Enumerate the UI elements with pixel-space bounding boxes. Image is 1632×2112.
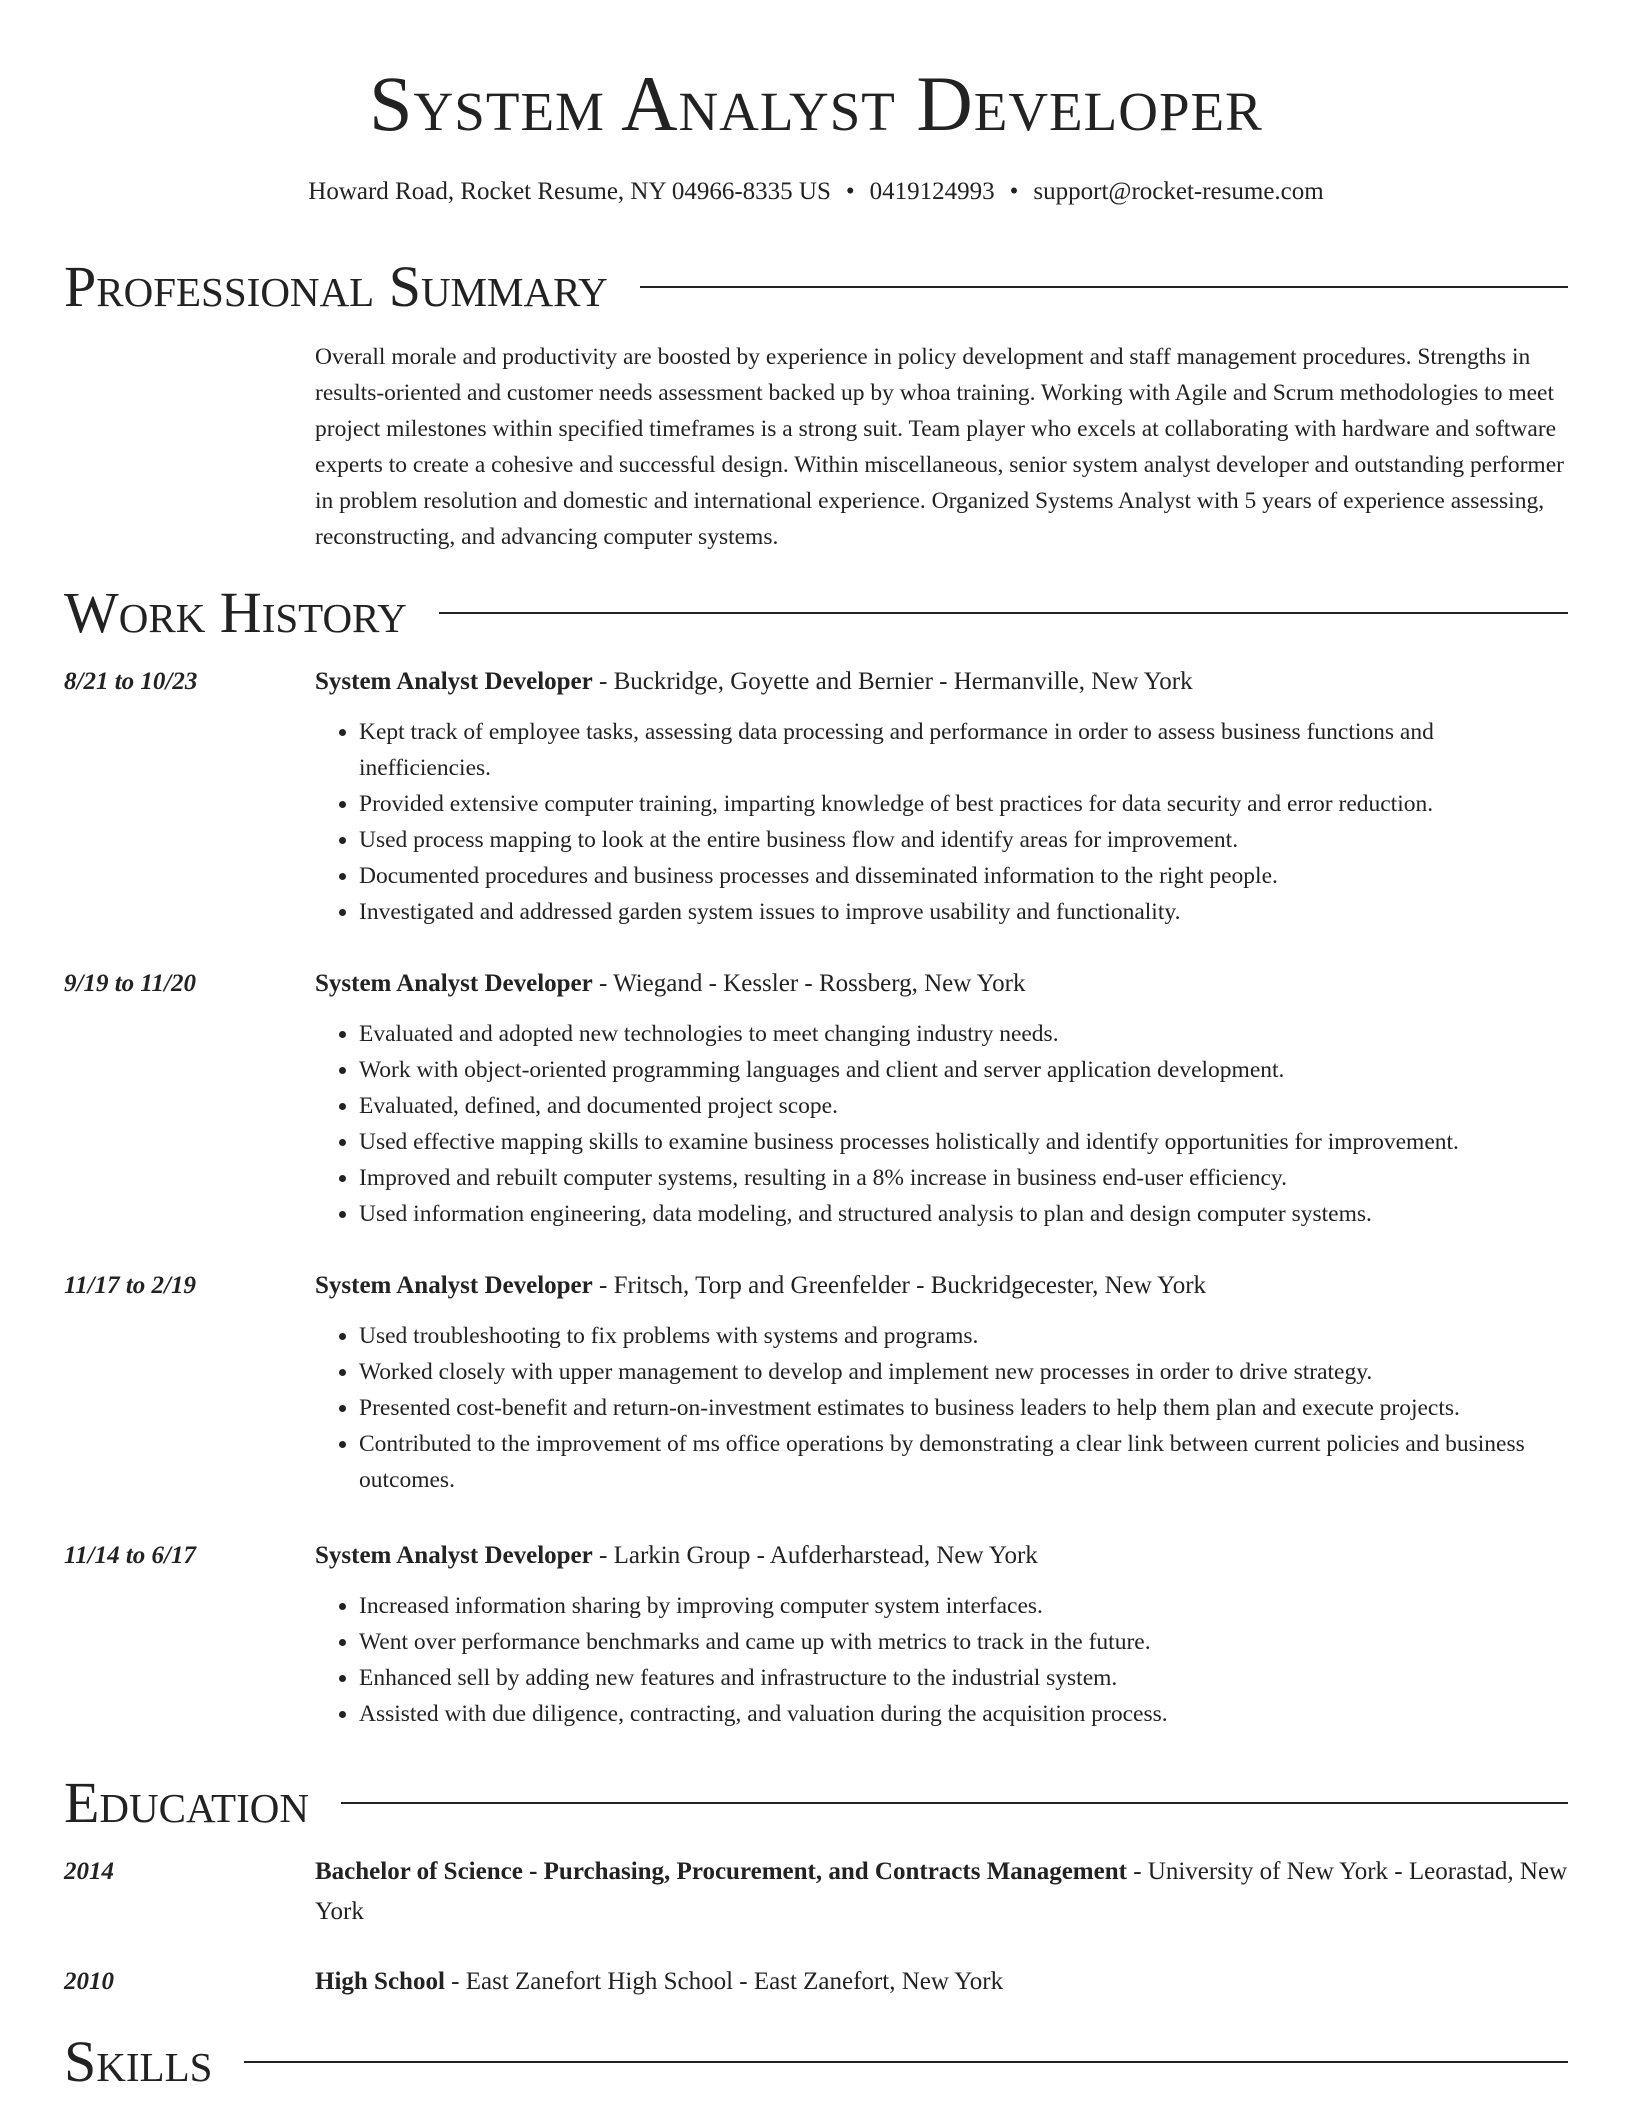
education-heading [315,1962,1568,2002]
job-entry [64,964,1568,1232]
job-entry [64,1536,1568,1732]
job-bullet: • Work with object-oriented programming languages and client and server application development. [359,1052,1568,1088]
resume-name: System Analyst Developer [369,60,1263,147]
job-heading [315,964,1568,1004]
job-role: System Analyst Developer [315,668,593,695]
education-entry [64,1962,1568,2002]
contact-separator: • [1009,178,1019,205]
job-bullets [315,1588,1568,1732]
job-bullet: • Evaluated, defined, and documented project scope. [359,1088,1568,1124]
job-entry [64,662,1568,930]
contact-line [0,176,1632,208]
section-header-skills [64,2029,1568,2095]
section-divider [244,2061,1568,2063]
job-bullet: • Went over performance benchmarks and came up with metrics to track in the future. [359,1624,1568,1660]
job-bullet: • Evaluated and adopted new technologies to meet changing industry needs. [359,1016,1568,1052]
section-header-education [64,1770,1568,1836]
job-bullet: • Kept track of employee tasks, assessing data processing and performance in order to assess business functions and inefficiencies. [359,714,1568,786]
job-bullet: • Presented cost-benefit and return-on-investment estimates to business leaders to help them plan and execute projects. [359,1390,1568,1426]
section-header-summary [64,254,1568,320]
summary-text: Overall morale and productivity are boosted by experience in policy development and staff management procedures. Strengths in results-oriented and customer needs assessment backed up by whoa training. Working with Agile and Scrum methodologies to meet project milestones within specified timeframes is a strong suit. Team player who excels at collaborating with hardware and software experts to create a cohesive and successful design. Within miscellaneous, senior system analyst developer and outstanding performer in problem resolution and domestic and international experience. Organized Systems Analyst with 5 years of experience assessing, reconstructing, and advancing computer systems. [315,344,1564,550]
education-school: - East Zanefort High School - East Zanefort, New York [444,1968,1004,1995]
job-bullet: • Contributed to the improvement of ms office operations by demonstrating a clear link between current policies and business outcomes. [359,1426,1568,1498]
education-degree: High School [315,1968,445,1995]
job-bullet: • Used effective mapping skills to examine business processes holistically and identify opportunities for improvement. [359,1124,1568,1160]
job-dates: 11/14 to 6/17 [64,1542,196,1569]
education-year: 2014 [64,1858,114,1885]
job-bullets [315,714,1568,930]
section-divider [439,612,1568,614]
job-role: System Analyst Developer [315,1542,593,1569]
job-bullet: • Improved and rebuilt computer systems, resulting in a 8% increase in business end-user efficiency. [359,1160,1568,1196]
section-header-work-history [64,580,1568,646]
job-company: - Larkin Group - Aufderharstead, New York [592,1542,1038,1569]
section-title-work-history: Work History [64,580,407,645]
section-title-education: Education [64,1770,309,1835]
job-bullet: • Enhanced sell by adding new features and infrastructure to the industrial system. [359,1660,1568,1696]
job-role: System Analyst Developer [315,1272,593,1299]
education-entry [64,1852,1568,1932]
education-school: - University of New York - Leorastad, New York [315,1858,1568,1925]
job-heading [315,1266,1568,1306]
education-degree: Bachelor of Science - Purchasing, Procurement, and Contracts Management [315,1858,1127,1885]
section-title-summary: Professional Summary [64,254,608,319]
job-entry [64,1266,1568,1498]
job-bullet: • Provided extensive computer training, imparting knowledge of best practices for data security and error reduction. [359,786,1568,822]
contact-address: Howard Road, Rocket Resume, NY 04966-8335 US [308,178,831,205]
job-heading [315,662,1568,702]
job-bullet: • Assisted with due diligence, contracting, and valuation during the acquisition process. [359,1696,1568,1732]
job-bullet: • Used information engineering, data modeling, and structured analysis to plan and design computer systems. [359,1196,1568,1232]
contact-separator: • [845,178,855,205]
job-role: System Analyst Developer [315,970,593,997]
job-bullet: • Used process mapping to look at the entire business flow and identify areas for improvement. [359,822,1568,858]
job-company: - Buckridge, Goyette and Bernier - Hermanville, New York [592,668,1193,695]
job-company: - Fritsch, Torp and Greenfelder - Buckridgecester, New York [592,1272,1207,1299]
education-year: 2010 [64,1968,114,1995]
section-divider [640,286,1568,288]
section-divider [341,1802,1568,1804]
contact-phone: 0419124993 [869,178,995,205]
education-heading [315,1852,1568,1932]
job-bullets [315,1318,1568,1498]
job-bullet: • Investigated and addressed garden system issues to improve usability and functionality. [359,894,1568,930]
job-dates: 8/21 to 10/23 [64,668,198,695]
job-company: - Wiegand - Kessler - Rossberg, New York [592,970,1026,997]
job-bullet: • Increased information sharing by improving computer system interfaces. [359,1588,1568,1624]
job-heading [315,1536,1568,1576]
job-bullet: • Documented procedures and business processes and disseminated information to the right people. [359,858,1568,894]
job-dates: 11/17 to 2/19 [64,1272,196,1299]
job-bullet: • Used troubleshooting to fix problems with systems and programs. [359,1318,1568,1354]
section-title-skills: Skills [64,2029,213,2094]
job-bullets [315,1016,1568,1232]
job-bullet: • Worked closely with upper management to develop and implement new processes in order to drive strategy. [359,1354,1568,1390]
job-dates: 9/19 to 11/20 [64,970,196,997]
contact-email: support@rocket-resume.com [1033,178,1324,205]
